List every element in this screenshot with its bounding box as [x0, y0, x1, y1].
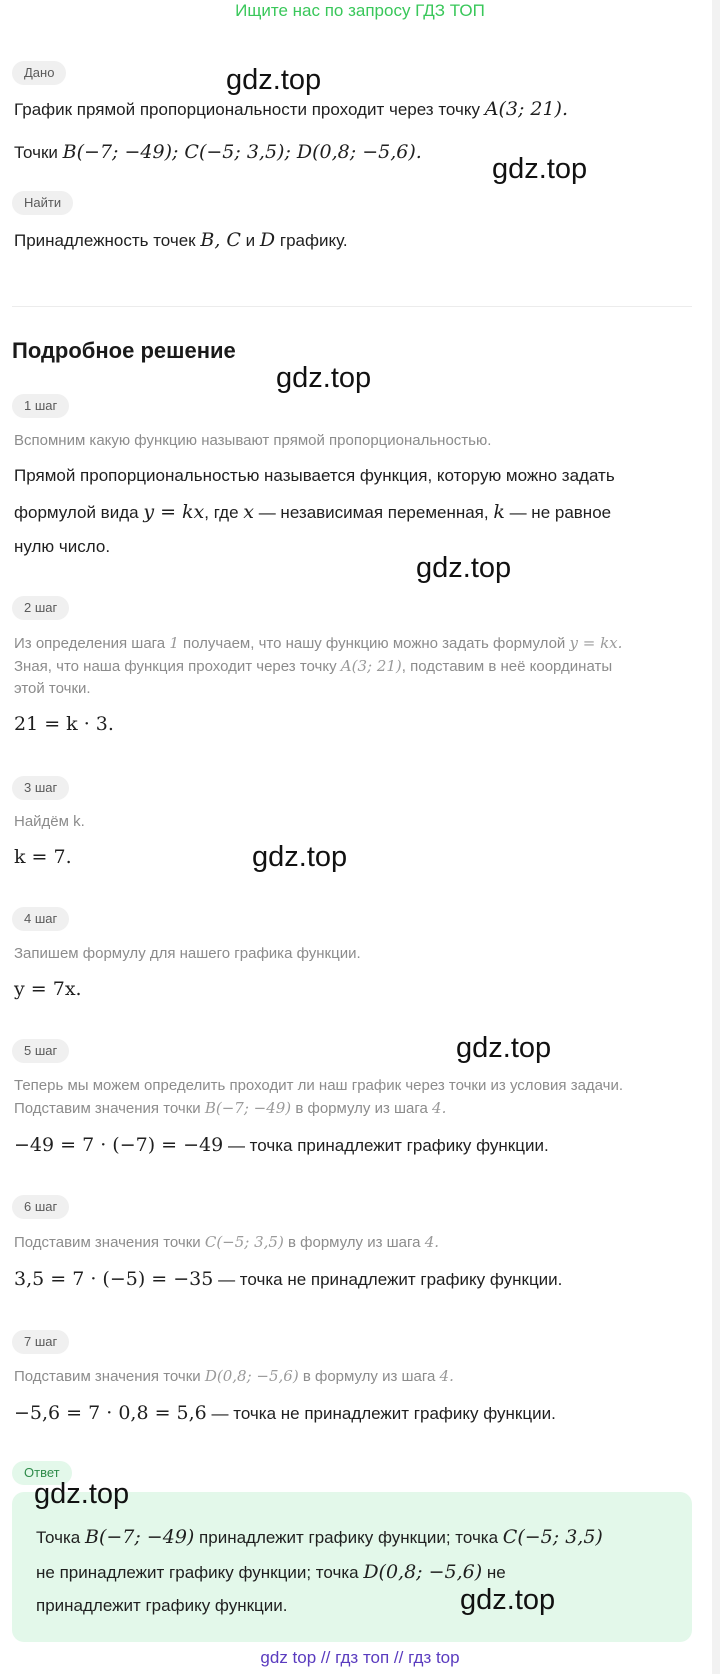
given-line-2	[14, 141, 700, 163]
step-2-hint-1-math-1: 1	[169, 634, 179, 652]
step-1-text-d: — не равное	[504, 503, 612, 522]
step-5-hint-2-math: B(−7; −49)	[204, 1099, 292, 1117]
step-3-equation: k = 7.	[14, 846, 72, 868]
step-7-equation: −5,6 = 7 · 0,8 = 5,6	[14, 1402, 207, 1424]
watermark: gdz.top	[416, 552, 512, 584]
search-banner[interactable]: Ищите нас по запросу ГДЗ ТОП	[235, 1, 485, 20]
section-divider	[12, 306, 692, 307]
step-7-hint-math: D(0,8; −5,6)	[204, 1367, 299, 1385]
step-5-hint-2-b: в формулу из шага	[291, 1100, 433, 1117]
step-1-text-b: , где	[204, 503, 244, 522]
answer-l1-a: Точка	[36, 1528, 85, 1547]
step-1-math-1: y = kx	[143, 501, 205, 523]
answer-l1-math-1: B(−7; −49)	[84, 1526, 195, 1548]
given-line-2-math: B(−7; −49); C(−5; 3,5); D(0,8; −5,6).	[62, 141, 422, 163]
step-6-hint-b: в формулу из шага	[283, 1234, 425, 1251]
step-2-equation: 21 = k · 3.	[14, 713, 114, 735]
watermark: gdz.top	[226, 64, 322, 96]
step-6-conclusion: — точка не принадлежит графику функции.	[213, 1270, 563, 1289]
find-text-2: и	[240, 231, 260, 250]
step-6-hint-a: Подставим значения точки	[14, 1234, 205, 1251]
step-4-tag: 4 шаг	[12, 907, 69, 931]
step-1-text-a: формулой вида	[14, 503, 144, 522]
answer-line-1	[36, 1526, 700, 1548]
step-1-line-1: Прямой пропорциональностью называется функция, которую можно задать	[14, 466, 615, 485]
step-4-hint: Запишем формулу для нашего графика функции.	[14, 945, 361, 962]
given-line-2-text: Точки	[14, 143, 63, 162]
step-6-result	[14, 1268, 700, 1290]
step-1-math-3: k	[493, 501, 505, 523]
step-2-hint-2-a: Зная, что наша функция проходит через точку	[14, 658, 341, 675]
step-2-hint-1	[14, 634, 700, 652]
given-tag: Дано	[12, 61, 66, 85]
step-7-hint-math-2: 4.	[439, 1367, 454, 1385]
step-7-tag: 7 шаг	[12, 1330, 69, 1354]
answer-l2-math: D(0,8; −5,6)	[363, 1561, 483, 1583]
watermark: gdz.top	[492, 153, 588, 185]
step-7-result	[14, 1402, 700, 1424]
find-text-1: Принадлежность точек	[14, 231, 201, 250]
step-5-conclusion: — точка принадлежит графику функции.	[223, 1136, 549, 1155]
step-2-hint-1-b: получаем, что нашу функцию можно задать формулой	[178, 635, 570, 652]
answer-line-2	[36, 1561, 700, 1583]
watermark: gdz.top	[276, 362, 372, 394]
answer-l1-b: принадлежит графику функции; точка	[194, 1528, 503, 1547]
step-1-line-3: нулю число.	[14, 537, 111, 556]
step-3-hint: Найдём k.	[14, 813, 85, 830]
step-7-hint	[14, 1367, 700, 1385]
watermark: gdz.top	[460, 1584, 556, 1616]
step-5-hint-1: Теперь мы можем определить проходит ли наш график через точки из условия задачи.	[14, 1077, 624, 1094]
step-5-equation: −49 = 7 · (−7) = −49	[14, 1134, 224, 1156]
step-7-hint-a: Подставим значения точки	[14, 1368, 205, 1385]
answer-l2-b: не	[482, 1563, 506, 1582]
find-tag: Найти	[12, 191, 73, 215]
scrollbar-track[interactable]	[712, 0, 720, 1674]
step-6-tag: 6 шаг	[12, 1195, 69, 1219]
step-5-hint-2-math-2: 4.	[432, 1099, 447, 1117]
step-5-result	[14, 1134, 700, 1156]
step-6-hint-math-2: 4.	[424, 1233, 439, 1251]
step-2-tag: 2 шаг	[12, 596, 69, 620]
find-line	[14, 229, 700, 251]
step-5-hint-2	[14, 1099, 700, 1117]
step-6-hint-math: C(−5; 3,5)	[204, 1233, 284, 1251]
step-1-hint: Вспомним какую функцию называют прямой пропорциональностью.	[14, 432, 492, 449]
step-7-conclusion: — точка не принадлежит графику функции.	[206, 1404, 556, 1423]
step-2-hint-2-math: A(3; 21)	[340, 657, 402, 675]
answer-tag: Ответ	[12, 1461, 72, 1485]
step-2-hint-1-a: Из определения шага	[14, 635, 170, 652]
watermark: gdz.top	[252, 841, 348, 873]
step-5-hint-2-a: Подставим значения точки	[14, 1100, 205, 1117]
answer-l1-math-2: C(−5; 3,5)	[502, 1526, 603, 1548]
step-2-hint-2-b: , подставим в неё координаты	[401, 658, 613, 675]
step-7-hint-b: в формулу из шага	[298, 1368, 440, 1385]
solution-title: Подробное решение	[12, 338, 236, 363]
step-1-math-2: x	[243, 501, 254, 523]
step-4-equation: y = 7x.	[14, 978, 82, 1000]
step-1-line-2	[14, 501, 700, 523]
step-1-tag: 1 шаг	[12, 394, 69, 418]
step-2-hint-2	[14, 657, 700, 675]
given-line-1-math: A(3; 21).	[484, 98, 569, 120]
watermark: gdz.top	[34, 1478, 130, 1510]
answer-l2-a: не принадлежит графику функции; точка	[36, 1563, 364, 1582]
step-3-tag: 3 шаг	[12, 776, 69, 800]
step-2-hint-3: этой точки.	[14, 680, 91, 697]
find-math-2: D	[259, 229, 276, 251]
footer-links[interactable]: gdz top // гдз топ // гдз top	[260, 1648, 460, 1667]
find-math-1: B, C	[200, 229, 241, 251]
step-1-text-c: — независимая переменная,	[253, 503, 494, 522]
step-2-hint-1-math-2: y = kx.	[569, 634, 623, 652]
watermark: gdz.top	[456, 1032, 552, 1064]
answer-line-3: принадлежит графику функции.	[36, 1596, 288, 1615]
step-5-tag: 5 шаг	[12, 1039, 69, 1063]
step-6-equation: 3,5 = 7 · (−5) = −35	[14, 1268, 214, 1290]
given-line-1	[14, 98, 700, 120]
step-6-hint	[14, 1233, 700, 1251]
find-text-3: графику.	[275, 231, 348, 250]
given-line-1-text: График прямой пропорциональности проходит через точку	[14, 100, 485, 119]
